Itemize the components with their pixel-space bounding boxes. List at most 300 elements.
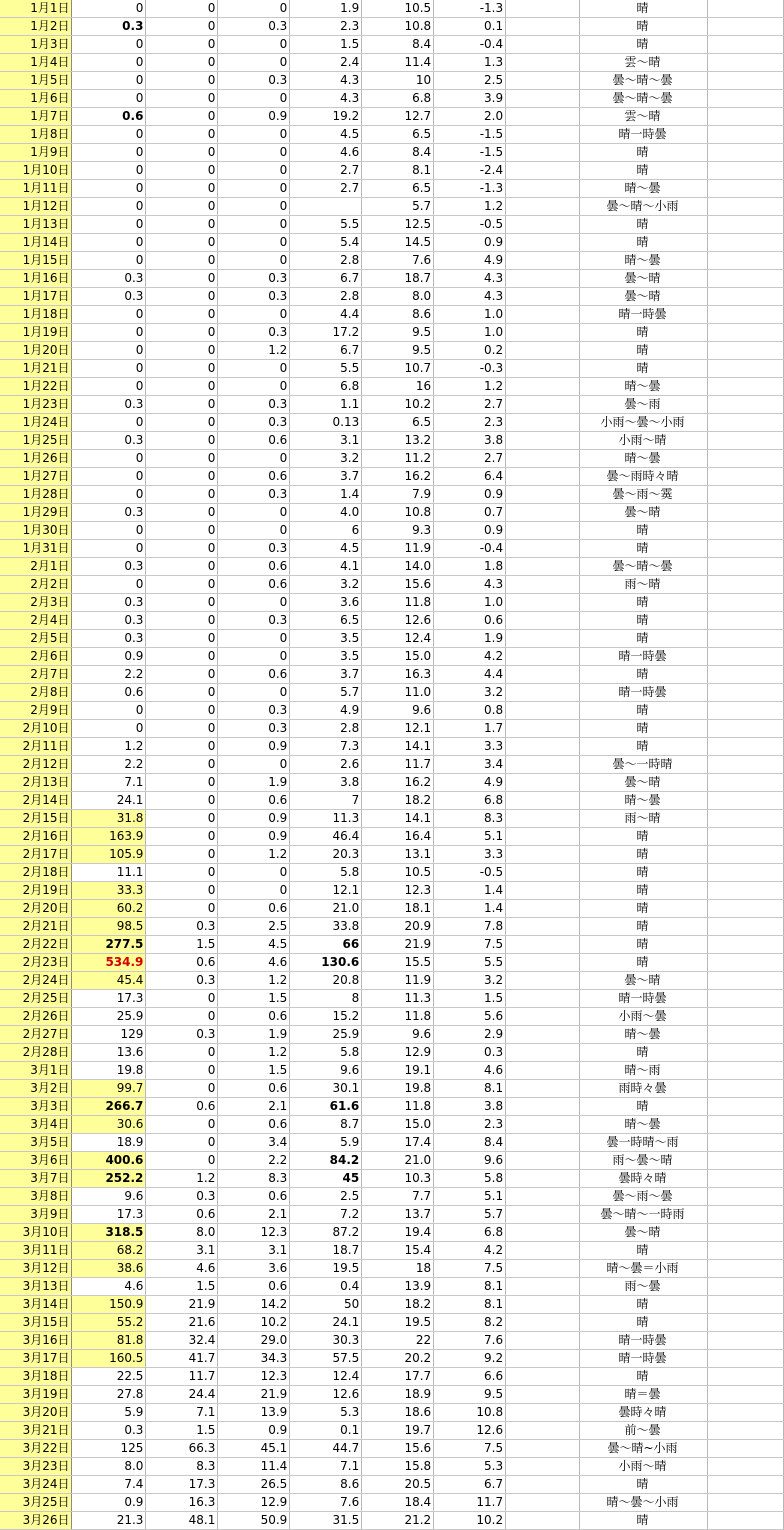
value-cell-c2[interactable]: 0 — [146, 576, 218, 594]
value-cell-c1[interactable]: 0.3 — [72, 432, 146, 450]
value-cell-c3[interactable]: 0 — [218, 360, 290, 378]
date-cell[interactable]: 1月19日 — [0, 324, 72, 342]
date-cell[interactable]: 1月25日 — [0, 432, 72, 450]
value-cell-c3[interactable]: 0.6 — [218, 1278, 290, 1296]
value-cell-c2[interactable]: 0 — [146, 306, 218, 324]
value-cell-c2[interactable]: 0 — [146, 18, 218, 36]
date-cell[interactable]: 2月1日 — [0, 558, 72, 576]
value-cell-c4[interactable]: 5.8 — [290, 864, 362, 882]
date-cell[interactable]: 2月26日 — [0, 1008, 72, 1026]
empty-cell[interactable] — [506, 486, 580, 504]
value-cell-c6[interactable]: -1.3 — [434, 0, 506, 18]
value-cell-c6[interactable]: 5.3 — [434, 1458, 506, 1476]
value-cell-c4[interactable]: 7.3 — [290, 738, 362, 756]
value-cell-c2[interactable]: 0 — [146, 1080, 218, 1098]
empty-cell[interactable] — [506, 864, 580, 882]
value-cell-c6[interactable]: 1.9 — [434, 630, 506, 648]
empty-cell[interactable] — [506, 216, 580, 234]
value-cell-c4[interactable]: 6.7 — [290, 342, 362, 360]
value-cell-c6[interactable]: 4.4 — [434, 666, 506, 684]
value-cell-c3[interactable]: 1.2 — [218, 342, 290, 360]
weather-cell[interactable]: 晴 — [580, 216, 708, 234]
value-cell-c4[interactable]: 57.5 — [290, 1350, 362, 1368]
empty-cell[interactable] — [506, 810, 580, 828]
weather-cell[interactable]: 晴 — [580, 162, 708, 180]
value-cell-c5[interactable]: 12.5 — [362, 216, 434, 234]
value-cell-c4[interactable]: 15.2 — [290, 1008, 362, 1026]
value-cell-c5[interactable]: 10.7 — [362, 360, 434, 378]
value-cell-c6[interactable]: 1.5 — [434, 990, 506, 1008]
value-cell-c5[interactable]: 16.3 — [362, 666, 434, 684]
value-cell-c2[interactable]: 0 — [146, 468, 218, 486]
empty-cell[interactable] — [707, 342, 783, 360]
value-cell-c1[interactable]: 0 — [72, 702, 146, 720]
date-cell[interactable]: 1月7日 — [0, 108, 72, 126]
value-cell-c5[interactable]: 12.3 — [362, 882, 434, 900]
value-cell-c6[interactable]: 6.4 — [434, 468, 506, 486]
value-cell-c4[interactable]: 44.7 — [290, 1440, 362, 1458]
value-cell-c6[interactable]: 1.3 — [434, 54, 506, 72]
value-cell-c6[interactable]: 9.2 — [434, 1350, 506, 1368]
weather-cell[interactable]: 晴 — [580, 0, 708, 18]
value-cell-c6[interactable]: 8.1 — [434, 1080, 506, 1098]
value-cell-c3[interactable]: 2.1 — [218, 1206, 290, 1224]
empty-cell[interactable] — [707, 486, 783, 504]
empty-cell[interactable] — [506, 1080, 580, 1098]
value-cell-c4[interactable]: 2.3 — [290, 18, 362, 36]
value-cell-c2[interactable]: 0 — [146, 270, 218, 288]
date-cell[interactable]: 1月4日 — [0, 54, 72, 72]
value-cell-c4[interactable]: 5.5 — [290, 360, 362, 378]
value-cell-c2[interactable]: 0 — [146, 666, 218, 684]
weather-cell[interactable]: 晴 — [580, 1512, 708, 1530]
value-cell-c2[interactable]: 0.3 — [146, 1026, 218, 1044]
value-cell-c1[interactable]: 0 — [72, 486, 146, 504]
value-cell-c5[interactable]: 8.4 — [362, 144, 434, 162]
empty-cell[interactable] — [506, 522, 580, 540]
empty-cell[interactable] — [707, 630, 783, 648]
empty-cell[interactable] — [707, 432, 783, 450]
value-cell-c5[interactable]: 12.6 — [362, 612, 434, 630]
value-cell-c1[interactable]: 7.1 — [72, 774, 146, 792]
value-cell-c5[interactable]: 21.2 — [362, 1512, 434, 1530]
value-cell-c3[interactable]: 0.9 — [218, 1422, 290, 1440]
date-cell[interactable]: 3月24日 — [0, 1476, 72, 1494]
empty-cell[interactable] — [707, 306, 783, 324]
weather-cell[interactable]: 晴 — [580, 864, 708, 882]
value-cell-c6[interactable]: 1.0 — [434, 324, 506, 342]
value-cell-c3[interactable]: 0.3 — [218, 288, 290, 306]
value-cell-c5[interactable]: 10.3 — [362, 1170, 434, 1188]
value-cell-c4[interactable]: 4.9 — [290, 702, 362, 720]
value-cell-c1[interactable]: 0 — [72, 342, 146, 360]
empty-cell[interactable] — [506, 1278, 580, 1296]
value-cell-c4[interactable]: 7.6 — [290, 1494, 362, 1512]
weather-cell[interactable]: 雨～曇～晴 — [580, 1152, 708, 1170]
value-cell-c2[interactable]: 0 — [146, 216, 218, 234]
value-cell-c6[interactable]: 1.8 — [434, 558, 506, 576]
value-cell-c5[interactable]: 20.5 — [362, 1476, 434, 1494]
empty-cell[interactable] — [506, 576, 580, 594]
date-cell[interactable]: 3月19日 — [0, 1386, 72, 1404]
value-cell-c1[interactable]: 81.8 — [72, 1332, 146, 1350]
value-cell-c6[interactable]: 0.9 — [434, 522, 506, 540]
empty-cell[interactable] — [506, 378, 580, 396]
value-cell-c4[interactable]: 61.6 — [290, 1098, 362, 1116]
weather-cell[interactable]: 晴 — [580, 882, 708, 900]
value-cell-c1[interactable]: 0 — [72, 414, 146, 432]
value-cell-c1[interactable]: 30.6 — [72, 1116, 146, 1134]
empty-cell[interactable] — [506, 558, 580, 576]
weather-cell[interactable]: 晴 — [580, 144, 708, 162]
date-cell[interactable]: 3月23日 — [0, 1458, 72, 1476]
value-cell-c5[interactable]: 15.5 — [362, 954, 434, 972]
date-cell[interactable]: 1月8日 — [0, 126, 72, 144]
value-cell-c6[interactable]: 6.6 — [434, 1368, 506, 1386]
empty-cell[interactable] — [506, 954, 580, 972]
value-cell-c5[interactable]: 21.9 — [362, 936, 434, 954]
empty-cell[interactable] — [506, 666, 580, 684]
empty-cell[interactable] — [506, 918, 580, 936]
empty-cell[interactable] — [707, 1440, 783, 1458]
value-cell-c4[interactable]: 2.6 — [290, 756, 362, 774]
weather-cell[interactable]: 晴一時曇 — [580, 1332, 708, 1350]
value-cell-c5[interactable]: 16.4 — [362, 828, 434, 846]
date-cell[interactable]: 1月11日 — [0, 180, 72, 198]
date-cell[interactable]: 2月19日 — [0, 882, 72, 900]
date-cell[interactable]: 2月12日 — [0, 756, 72, 774]
value-cell-c4[interactable]: 4.3 — [290, 72, 362, 90]
value-cell-c1[interactable]: 0.9 — [72, 1494, 146, 1512]
weather-cell[interactable]: 曇～一時晴 — [580, 756, 708, 774]
empty-cell[interactable] — [506, 1458, 580, 1476]
value-cell-c1[interactable]: 0 — [72, 90, 146, 108]
empty-cell[interactable] — [707, 648, 783, 666]
weather-cell[interactable]: 晴～曇 — [580, 792, 708, 810]
date-cell[interactable]: 2月28日 — [0, 1044, 72, 1062]
date-cell[interactable]: 2月24日 — [0, 972, 72, 990]
value-cell-c5[interactable]: 19.5 — [362, 1314, 434, 1332]
empty-cell[interactable] — [506, 1062, 580, 1080]
value-cell-c1[interactable]: 33.3 — [72, 882, 146, 900]
empty-cell[interactable] — [506, 1314, 580, 1332]
value-cell-c2[interactable]: 21.6 — [146, 1314, 218, 1332]
value-cell-c4[interactable]: 4.6 — [290, 144, 362, 162]
empty-cell[interactable] — [506, 1224, 580, 1242]
date-cell[interactable]: 1月30日 — [0, 522, 72, 540]
value-cell-c3[interactable]: 1.2 — [218, 972, 290, 990]
value-cell-c2[interactable]: 0 — [146, 702, 218, 720]
value-cell-c5[interactable]: 17.7 — [362, 1368, 434, 1386]
value-cell-c3[interactable]: 2.5 — [218, 918, 290, 936]
value-cell-c2[interactable]: 1.5 — [146, 1422, 218, 1440]
empty-cell[interactable] — [707, 846, 783, 864]
value-cell-c6[interactable]: 0.9 — [434, 234, 506, 252]
value-cell-c5[interactable]: 11.9 — [362, 540, 434, 558]
value-cell-c4[interactable]: 2.8 — [290, 288, 362, 306]
date-cell[interactable]: 1月27日 — [0, 468, 72, 486]
date-cell[interactable]: 1月14日 — [0, 234, 72, 252]
empty-cell[interactable] — [506, 900, 580, 918]
weather-cell[interactable]: 晴 — [580, 522, 708, 540]
value-cell-c6[interactable]: 1.2 — [434, 198, 506, 216]
value-cell-c6[interactable]: 4.9 — [434, 252, 506, 270]
value-cell-c2[interactable]: 0 — [146, 522, 218, 540]
value-cell-c3[interactable]: 4.5 — [218, 936, 290, 954]
date-cell[interactable]: 3月22日 — [0, 1440, 72, 1458]
value-cell-c5[interactable]: 14.0 — [362, 558, 434, 576]
value-cell-c6[interactable]: -0.4 — [434, 540, 506, 558]
value-cell-c2[interactable]: 0 — [146, 342, 218, 360]
value-cell-c3[interactable]: 0.3 — [218, 612, 290, 630]
empty-cell[interactable] — [707, 702, 783, 720]
weather-cell[interactable]: 晴 — [580, 1296, 708, 1314]
value-cell-c5[interactable]: 22 — [362, 1332, 434, 1350]
value-cell-c3[interactable]: 0.3 — [218, 702, 290, 720]
empty-cell[interactable] — [707, 900, 783, 918]
value-cell-c4[interactable]: 6.8 — [290, 378, 362, 396]
empty-cell[interactable] — [506, 1008, 580, 1026]
date-cell[interactable]: 2月10日 — [0, 720, 72, 738]
weather-cell[interactable]: 晴～曇＝小雨 — [580, 1260, 708, 1278]
empty-cell[interactable] — [506, 342, 580, 360]
weather-cell[interactable]: 曇時々晴 — [580, 1170, 708, 1188]
value-cell-c2[interactable]: 17.3 — [146, 1476, 218, 1494]
value-cell-c2[interactable]: 0 — [146, 180, 218, 198]
empty-cell[interactable] — [506, 846, 580, 864]
empty-cell[interactable] — [707, 828, 783, 846]
value-cell-c6[interactable]: 2.9 — [434, 1026, 506, 1044]
value-cell-c5[interactable]: 12.4 — [362, 630, 434, 648]
value-cell-c2[interactable]: 8.0 — [146, 1224, 218, 1242]
empty-cell[interactable] — [506, 1188, 580, 1206]
value-cell-c3[interactable]: 0.6 — [218, 1080, 290, 1098]
empty-cell[interactable] — [506, 1098, 580, 1116]
weather-cell[interactable]: 晴～曇 — [580, 252, 708, 270]
empty-cell[interactable] — [506, 702, 580, 720]
value-cell-c1[interactable]: 125 — [72, 1440, 146, 1458]
value-cell-c2[interactable]: 0 — [146, 198, 218, 216]
value-cell-c2[interactable]: 0 — [146, 810, 218, 828]
weather-cell[interactable]: 晴～雨 — [580, 1062, 708, 1080]
value-cell-c1[interactable]: 0.3 — [72, 504, 146, 522]
value-cell-c1[interactable]: 0 — [72, 522, 146, 540]
value-cell-c4[interactable]: 130.6 — [290, 954, 362, 972]
empty-cell[interactable] — [707, 612, 783, 630]
value-cell-c1[interactable]: 0.3 — [72, 1422, 146, 1440]
weather-cell[interactable]: 曇～雨 — [580, 396, 708, 414]
value-cell-c1[interactable]: 0 — [72, 162, 146, 180]
value-cell-c5[interactable]: 11.0 — [362, 684, 434, 702]
empty-cell[interactable] — [506, 1242, 580, 1260]
value-cell-c3[interactable]: 0.3 — [218, 414, 290, 432]
value-cell-c2[interactable]: 0 — [146, 252, 218, 270]
value-cell-c3[interactable]: 0 — [218, 90, 290, 108]
value-cell-c4[interactable]: 4.4 — [290, 306, 362, 324]
value-cell-c3[interactable]: 0 — [218, 522, 290, 540]
weather-cell[interactable]: 小雨～曇 — [580, 1008, 708, 1026]
value-cell-c4[interactable]: 3.7 — [290, 666, 362, 684]
value-cell-c3[interactable]: 0 — [218, 216, 290, 234]
value-cell-c2[interactable]: 0 — [146, 1044, 218, 1062]
date-cell[interactable]: 3月5日 — [0, 1134, 72, 1152]
weather-cell[interactable]: 晴 — [580, 612, 708, 630]
value-cell-c6[interactable]: 11.7 — [434, 1494, 506, 1512]
value-cell-c1[interactable]: 0 — [72, 252, 146, 270]
value-cell-c4[interactable]: 6 — [290, 522, 362, 540]
empty-cell[interactable] — [707, 1476, 783, 1494]
value-cell-c6[interactable]: 2.5 — [434, 72, 506, 90]
value-cell-c2[interactable]: 1.5 — [146, 936, 218, 954]
value-cell-c6[interactable]: 1.4 — [434, 900, 506, 918]
value-cell-c4[interactable]: 4.1 — [290, 558, 362, 576]
value-cell-c1[interactable]: 0.3 — [72, 288, 146, 306]
date-cell[interactable]: 2月25日 — [0, 990, 72, 1008]
empty-cell[interactable] — [707, 468, 783, 486]
date-cell[interactable]: 3月14日 — [0, 1296, 72, 1314]
date-cell[interactable]: 1月3日 — [0, 36, 72, 54]
empty-cell[interactable] — [707, 72, 783, 90]
value-cell-c2[interactable]: 0 — [146, 414, 218, 432]
empty-cell[interactable] — [707, 288, 783, 306]
empty-cell[interactable] — [506, 720, 580, 738]
empty-cell[interactable] — [506, 792, 580, 810]
value-cell-c6[interactable]: 5.7 — [434, 1206, 506, 1224]
empty-cell[interactable] — [707, 252, 783, 270]
weather-cell[interactable]: 曇～雨時々晴 — [580, 468, 708, 486]
value-cell-c6[interactable]: 8.4 — [434, 1134, 506, 1152]
empty-cell[interactable] — [707, 270, 783, 288]
empty-cell[interactable] — [506, 198, 580, 216]
empty-cell[interactable] — [506, 1332, 580, 1350]
value-cell-c3[interactable]: 34.3 — [218, 1350, 290, 1368]
value-cell-c4[interactable]: 7.1 — [290, 1458, 362, 1476]
value-cell-c5[interactable]: 6.5 — [362, 414, 434, 432]
empty-cell[interactable] — [707, 558, 783, 576]
date-cell[interactable]: 1月29日 — [0, 504, 72, 522]
value-cell-c2[interactable]: 1.5 — [146, 1278, 218, 1296]
value-cell-c6[interactable]: 1.0 — [434, 306, 506, 324]
value-cell-c1[interactable]: 252.2 — [72, 1170, 146, 1188]
value-cell-c2[interactable]: 0 — [146, 864, 218, 882]
value-cell-c5[interactable]: 18.2 — [362, 792, 434, 810]
empty-cell[interactable] — [506, 144, 580, 162]
value-cell-c5[interactable]: 16.2 — [362, 774, 434, 792]
value-cell-c2[interactable]: 66.3 — [146, 1440, 218, 1458]
value-cell-c4[interactable] — [290, 198, 362, 216]
value-cell-c4[interactable]: 1.1 — [290, 396, 362, 414]
empty-cell[interactable] — [707, 144, 783, 162]
value-cell-c2[interactable]: 0 — [146, 828, 218, 846]
value-cell-c1[interactable]: 17.3 — [72, 1206, 146, 1224]
empty-cell[interactable] — [707, 774, 783, 792]
value-cell-c4[interactable]: 2.5 — [290, 1188, 362, 1206]
date-cell[interactable]: 3月13日 — [0, 1278, 72, 1296]
value-cell-c5[interactable]: 10 — [362, 72, 434, 90]
value-cell-c4[interactable]: 2.4 — [290, 54, 362, 72]
value-cell-c3[interactable]: 0.9 — [218, 810, 290, 828]
value-cell-c1[interactable]: 0 — [72, 72, 146, 90]
empty-cell[interactable] — [506, 252, 580, 270]
weather-cell[interactable]: 晴 — [580, 324, 708, 342]
value-cell-c3[interactable]: 0.3 — [218, 720, 290, 738]
value-cell-c6[interactable]: 0.2 — [434, 342, 506, 360]
weather-cell[interactable]: 晴～曇 — [580, 1116, 708, 1134]
value-cell-c6[interactable]: -2.4 — [434, 162, 506, 180]
empty-cell[interactable] — [707, 540, 783, 558]
date-cell[interactable]: 2月13日 — [0, 774, 72, 792]
empty-cell[interactable] — [506, 972, 580, 990]
value-cell-c4[interactable]: 1.5 — [290, 36, 362, 54]
value-cell-c1[interactable]: 0.3 — [72, 630, 146, 648]
value-cell-c1[interactable]: 21.3 — [72, 1512, 146, 1530]
value-cell-c4[interactable]: 5.7 — [290, 684, 362, 702]
value-cell-c6[interactable]: 0.6 — [434, 612, 506, 630]
value-cell-c3[interactable]: 0.3 — [218, 270, 290, 288]
weather-cell[interactable]: 曇～晴～一時雨 — [580, 1206, 708, 1224]
value-cell-c4[interactable]: 5.5 — [290, 216, 362, 234]
weather-cell[interactable]: 雨～曇 — [580, 1278, 708, 1296]
value-cell-c6[interactable]: 3.2 — [434, 684, 506, 702]
empty-cell[interactable] — [506, 414, 580, 432]
weather-cell[interactable]: 晴～曇 — [580, 378, 708, 396]
value-cell-c1[interactable]: 38.6 — [72, 1260, 146, 1278]
value-cell-c2[interactable]: 0 — [146, 360, 218, 378]
value-cell-c2[interactable]: 0.3 — [146, 1188, 218, 1206]
empty-cell[interactable] — [506, 630, 580, 648]
empty-cell[interactable] — [707, 1062, 783, 1080]
date-cell[interactable]: 2月16日 — [0, 828, 72, 846]
value-cell-c2[interactable]: 0 — [146, 432, 218, 450]
value-cell-c6[interactable]: 4.3 — [434, 576, 506, 594]
value-cell-c4[interactable]: 5.3 — [290, 1404, 362, 1422]
value-cell-c2[interactable]: 0.3 — [146, 972, 218, 990]
value-cell-c2[interactable]: 0 — [146, 1152, 218, 1170]
date-cell[interactable]: 1月17日 — [0, 288, 72, 306]
value-cell-c3[interactable]: 14.2 — [218, 1296, 290, 1314]
empty-cell[interactable] — [707, 576, 783, 594]
value-cell-c1[interactable]: 19.8 — [72, 1062, 146, 1080]
value-cell-c5[interactable]: 13.1 — [362, 846, 434, 864]
value-cell-c3[interactable]: 0 — [218, 864, 290, 882]
empty-cell[interactable] — [506, 108, 580, 126]
value-cell-c6[interactable]: 10.2 — [434, 1512, 506, 1530]
value-cell-c5[interactable]: 15.4 — [362, 1242, 434, 1260]
value-cell-c1[interactable]: 0.3 — [72, 396, 146, 414]
value-cell-c3[interactable]: 0.3 — [218, 540, 290, 558]
value-cell-c4[interactable]: 2.8 — [290, 720, 362, 738]
empty-cell[interactable] — [707, 972, 783, 990]
value-cell-c6[interactable]: -0.5 — [434, 864, 506, 882]
weather-cell[interactable]: 晴 — [580, 720, 708, 738]
value-cell-c2[interactable]: 3.1 — [146, 1242, 218, 1260]
empty-cell[interactable] — [506, 1422, 580, 1440]
value-cell-c2[interactable]: 24.4 — [146, 1386, 218, 1404]
empty-cell[interactable] — [506, 1350, 580, 1368]
value-cell-c5[interactable]: 9.6 — [362, 1026, 434, 1044]
value-cell-c6[interactable]: 5.8 — [434, 1170, 506, 1188]
weather-cell[interactable]: 晴 — [580, 1368, 708, 1386]
empty-cell[interactable] — [707, 234, 783, 252]
value-cell-c6[interactable]: 4.9 — [434, 774, 506, 792]
date-cell[interactable]: 3月10日 — [0, 1224, 72, 1242]
value-cell-c3[interactable]: 0 — [218, 54, 290, 72]
value-cell-c3[interactable]: 1.5 — [218, 990, 290, 1008]
value-cell-c3[interactable]: 10.2 — [218, 1314, 290, 1332]
value-cell-c4[interactable]: 66 — [290, 936, 362, 954]
value-cell-c3[interactable]: 11.4 — [218, 1458, 290, 1476]
empty-cell[interactable] — [707, 180, 783, 198]
